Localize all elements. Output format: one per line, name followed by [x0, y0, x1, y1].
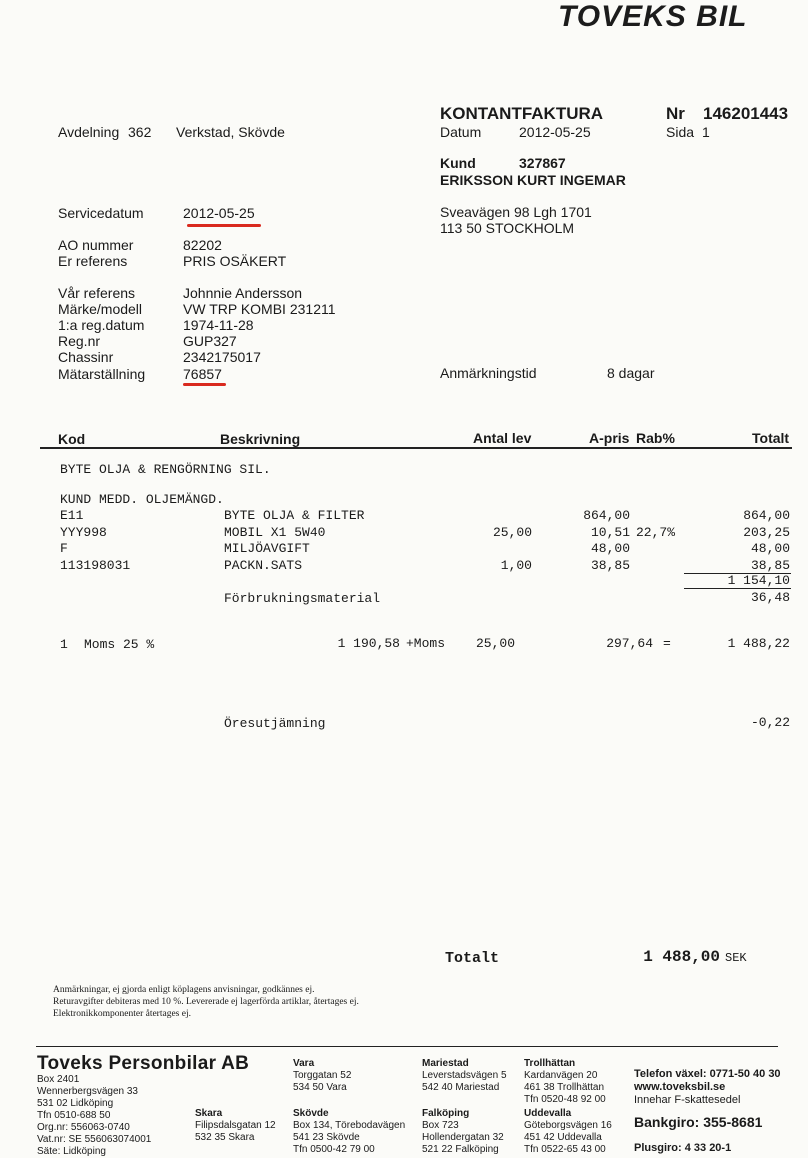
row-kod: 113198031: [60, 558, 131, 573]
matarstallning-highlight: [183, 383, 226, 386]
anmarkningstid-label: Anmärkningstid: [440, 365, 537, 381]
col-rab: Rab%: [636, 430, 675, 446]
footer-divider: [36, 1046, 778, 1047]
mariestad-line: Leverstadsvägen 5: [422, 1070, 507, 1081]
doc-title: KONTANTFAKTURA: [440, 104, 604, 123]
plusgiro: Plusgiro: 4 33 20-1: [634, 1142, 732, 1154]
work-note-1: BYTE OLJA & RENGÖRNING SIL.: [60, 462, 271, 477]
skovde-line: 541 23 Skövde: [293, 1132, 360, 1143]
subtotal-value: 1 154,10: [727, 573, 790, 588]
remark-line-1: Anmärkningar, ej gjorda enligt köplagens anvisningar, godkännes ej.: [53, 985, 315, 995]
company-line: Vat.nr: SE 556063074001: [37, 1134, 152, 1145]
address-line2: 113 50 STOCKHOLM: [440, 220, 575, 236]
moms-total: 1 488,22: [727, 636, 790, 651]
moms-base: 1 190,58: [337, 636, 400, 651]
er-referens-value: PRIS OSÄKERT: [183, 253, 287, 269]
row-antal: 1,00: [500, 558, 532, 573]
mariestad-title: Mariestad: [422, 1058, 469, 1069]
col-kod: Kod: [58, 431, 86, 447]
chassinr-value: 2342175017: [183, 349, 261, 365]
skara-line: Filipsdalsgatan 12: [195, 1120, 276, 1131]
moms-code: 1: [60, 637, 68, 652]
table-header-line: [40, 447, 792, 449]
servicedatum-label: Servicedatum: [58, 205, 144, 221]
row-kod: E11: [60, 508, 84, 523]
matarstallning-value: 76857: [183, 366, 222, 382]
avdelning-label: Avdelning: [58, 124, 120, 140]
ao-nummer-value: 82202: [183, 237, 222, 253]
skara-line: 532 35 Skara: [195, 1132, 255, 1143]
var-referens-value: Johnnie Andersson: [183, 285, 303, 301]
company-name: Toveks Personbilar AB: [37, 1053, 250, 1074]
reg-nr-label: Reg.nr: [58, 333, 101, 349]
remark-line-2: Returavgifter debiteras med 10 %. Levererade ej lagerförda artiklar, återtages ej.: [53, 997, 359, 1007]
mariestad-line: 542 40 Mariestad: [422, 1082, 500, 1093]
brand-logo: TOVEKS BIL: [558, 0, 748, 33]
falkoping-line: 521 22 Falköping: [422, 1144, 499, 1155]
address-line1: Sveavägen 98 Lgh 1701: [440, 204, 592, 220]
website-link[interactable]: www.toveksbil.se: [634, 1081, 726, 1093]
skovde-line: Box 134, Törebodavägen: [293, 1120, 406, 1131]
vara-line: 534 50 Vara: [293, 1082, 347, 1093]
uddevalla-line: Tfn 0522-65 43 00: [524, 1144, 606, 1155]
trollhattan-line: 461 38 Trollhättan: [524, 1082, 605, 1093]
company-line: Wennerbergsvägen 33: [37, 1086, 138, 1097]
skovde-line: Tfn 0500-42 79 00: [293, 1144, 375, 1155]
row-totalt: 38,85: [750, 558, 790, 573]
moms-amount: 297,64: [606, 636, 653, 651]
marke-modell-label: Märke/modell: [58, 301, 143, 317]
oresutjamning-value: -0,22: [750, 715, 790, 730]
row-kod: YYY998: [60, 525, 107, 540]
nr-label: Nr: [666, 104, 685, 123]
var-referens-label: Vår referens: [58, 285, 136, 301]
trollhattan-line: Tfn 0520-48 92 00: [524, 1094, 606, 1105]
subtotal-underline: [684, 588, 791, 589]
moms-equals: =: [663, 636, 671, 651]
row-beskrivning: BYTE OLJA & FILTER: [224, 508, 365, 523]
col-apris: A-pris: [589, 430, 630, 446]
matarstallning-label: Mätarställning: [58, 366, 146, 382]
reg-nr-value: GUP327: [183, 333, 237, 349]
marke-modell-value: VW TRP KOMBI 231211: [183, 301, 336, 317]
servicedatum-highlight: [187, 224, 261, 227]
company-line: 531 02 Lidköping: [37, 1098, 114, 1109]
kund-number: 327867: [519, 155, 566, 171]
total-label: Totalt: [445, 950, 500, 967]
uddevalla-line: Göteborgsvägen 16: [524, 1120, 612, 1131]
forbrukning-value: 36,48: [750, 590, 790, 605]
fskatt-note: Innehar F-skattesedel: [634, 1094, 741, 1106]
skovde-title: Skövde: [293, 1108, 329, 1119]
row-beskrivning: PACKN.SATS: [224, 558, 303, 573]
col-totalt: Totalt: [752, 430, 790, 446]
anmarkningstid-value: 8 dagar: [607, 365, 655, 381]
company-line: Säte: Lidköping: [37, 1146, 106, 1157]
row-totalt: 864,00: [743, 508, 790, 523]
remark-line-3: Elektronikkomponenter återtages ej.: [53, 1009, 191, 1019]
er-referens-label: Er referens: [58, 253, 128, 269]
company-line: Tfn 0510-688 50: [37, 1110, 111, 1121]
falkoping-line: Hollendergatan 32: [422, 1132, 504, 1143]
sida-value: 1: [702, 124, 710, 140]
trollhattan-line: Kardanvägen 20: [524, 1070, 598, 1081]
row-totalt: 203,25: [743, 525, 790, 540]
reg-datum-label: 1:a reg.datum: [58, 317, 145, 333]
kund-name: ERIKSSON KURT INGEMAR: [440, 172, 626, 188]
vara-line: Torggatan 52: [293, 1070, 352, 1081]
col-beskrivning: Beskrivning: [220, 431, 301, 447]
trollhattan-title: Trollhättan: [524, 1058, 576, 1069]
servicedatum-value: 2012-05-25: [183, 205, 255, 221]
avdelning-name: Verkstad, Skövde: [176, 124, 285, 140]
moms-label: Moms 25 %: [84, 637, 155, 652]
falkoping-line: Box 723: [422, 1120, 459, 1131]
total-currency: SEK: [725, 951, 747, 965]
vara-title: Vara: [293, 1058, 315, 1069]
col-antal: Antal lev: [473, 430, 532, 446]
telefon-vaxel: Telefon växel: 0771-50 40 30: [634, 1068, 781, 1080]
sida-label: Sida: [666, 124, 695, 140]
row-apris: 48,00: [590, 541, 630, 556]
skara-title: Skara: [195, 1108, 223, 1119]
falkoping-title: Falköping: [422, 1108, 470, 1119]
row-rab: 22,7%: [636, 525, 676, 540]
row-kod: F: [60, 541, 68, 556]
moms-plus: +Moms: [406, 636, 446, 651]
work-note-2: KUND MEDD. OLJEMÄNGD.: [60, 492, 224, 507]
chassinr-label: Chassinr: [58, 349, 114, 365]
ao-nummer-label: AO nummer: [58, 237, 134, 253]
row-apris: 10,51: [590, 525, 630, 540]
oresutjamning-label: Öresutjämning: [224, 716, 326, 731]
bankgiro: Bankgiro: 355-8681: [634, 1114, 763, 1130]
row-totalt: 48,00: [750, 541, 790, 556]
datum-label: Datum: [440, 124, 482, 140]
uddevalla-title: Uddevalla: [524, 1108, 572, 1119]
reg-datum-value: 1974-11-28: [183, 317, 254, 333]
moms-rate: 25,00: [476, 636, 516, 651]
forbrukning-label: Förbrukningsmaterial: [224, 591, 381, 606]
avdelning-nr: 362: [128, 124, 152, 140]
uddevalla-line: 451 42 Uddevalla: [524, 1132, 602, 1143]
row-beskrivning: MOBIL X1 5W40: [224, 525, 326, 540]
row-antal: 25,00: [492, 525, 532, 540]
row-apris: 864,00: [583, 508, 630, 523]
row-beskrivning: MILJÖAVGIFT: [224, 541, 310, 556]
datum-value: 2012-05-25: [519, 124, 591, 140]
invoice-number: 146201443: [703, 104, 789, 123]
row-apris: 38,85: [590, 558, 630, 573]
kund-label: Kund: [440, 155, 476, 171]
company-line: Box 2401: [37, 1074, 80, 1085]
total-value: 1 488,00: [643, 948, 720, 966]
company-line: Org.nr: 556063-0740: [37, 1122, 130, 1133]
